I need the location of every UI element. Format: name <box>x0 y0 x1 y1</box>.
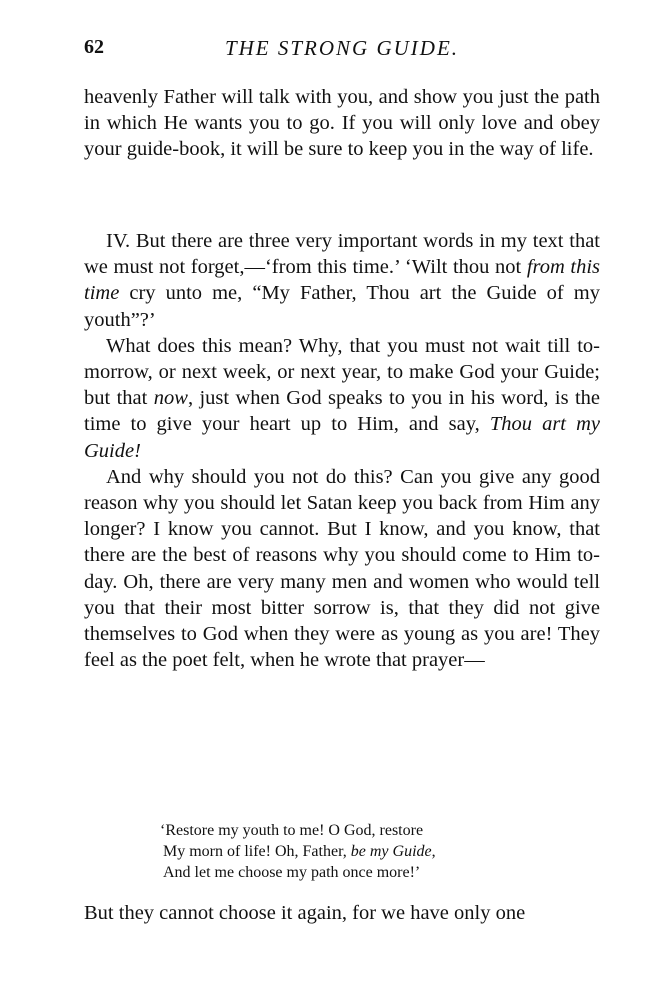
italic-word: now <box>153 387 188 410</box>
paragraph-5: But they cannot choose it again, for we have only one <box>84 902 526 924</box>
running-title: THE STRONG GUIDE. <box>224 36 460 60</box>
main-text <box>84 228 600 673</box>
verse-line-1: ‘Restore my youth to me! O God, restore <box>160 822 424 839</box>
verse-line-2: My morn of life! Oh, Father, be my Guide, <box>163 843 436 860</box>
verse-quotation <box>160 820 560 883</box>
italic-phrase: from this time <box>84 256 600 305</box>
closing-text <box>84 900 600 926</box>
verse-line-3: And let me choose my path once more!’ <box>163 864 421 881</box>
paragraph-1: heavenly Father will talk with you, and show you just the path in which He wants you to go. If you will only love and obey your guide-book, it will be sure to keep you in the way of life. <box>84 86 600 161</box>
page-number: 62 <box>84 36 104 58</box>
page-header <box>84 36 600 66</box>
italic-phrase: Thou art my Guide! <box>84 413 600 462</box>
paragraph-3: What does this mean? Why, that you must not wait till to-morrow, or next week, or next year, to make God your Guide; but that now, just when God speaks to you in his word, is the time to give your heart up to Him, and say, Thou art my Guide! <box>84 334 600 462</box>
italic-phrase: be my Guide <box>350 843 432 860</box>
paragraph-4: And why should you not do this? Can you give any good reason why you should let Satan keep you back from Him any longer? I know you cannot. But I know, and you know, that there are the best of reasons why you should come to Him to-day. Oh, there are very many men and women who would tell you that their most bitter sorrow is, that they did not give themselves to God when they were as young as you are! They feel as the poet felt, when he wrote that prayer— <box>84 465 600 672</box>
paragraph-continuation <box>84 84 600 163</box>
paragraph-2: IV. But there are three very important words in my text that we must not forget,—‘from this time.’ ‘Wilt thou not from this time cry unto me, “My Father, Thou art the Guide of my youth”?’ <box>84 230 600 331</box>
